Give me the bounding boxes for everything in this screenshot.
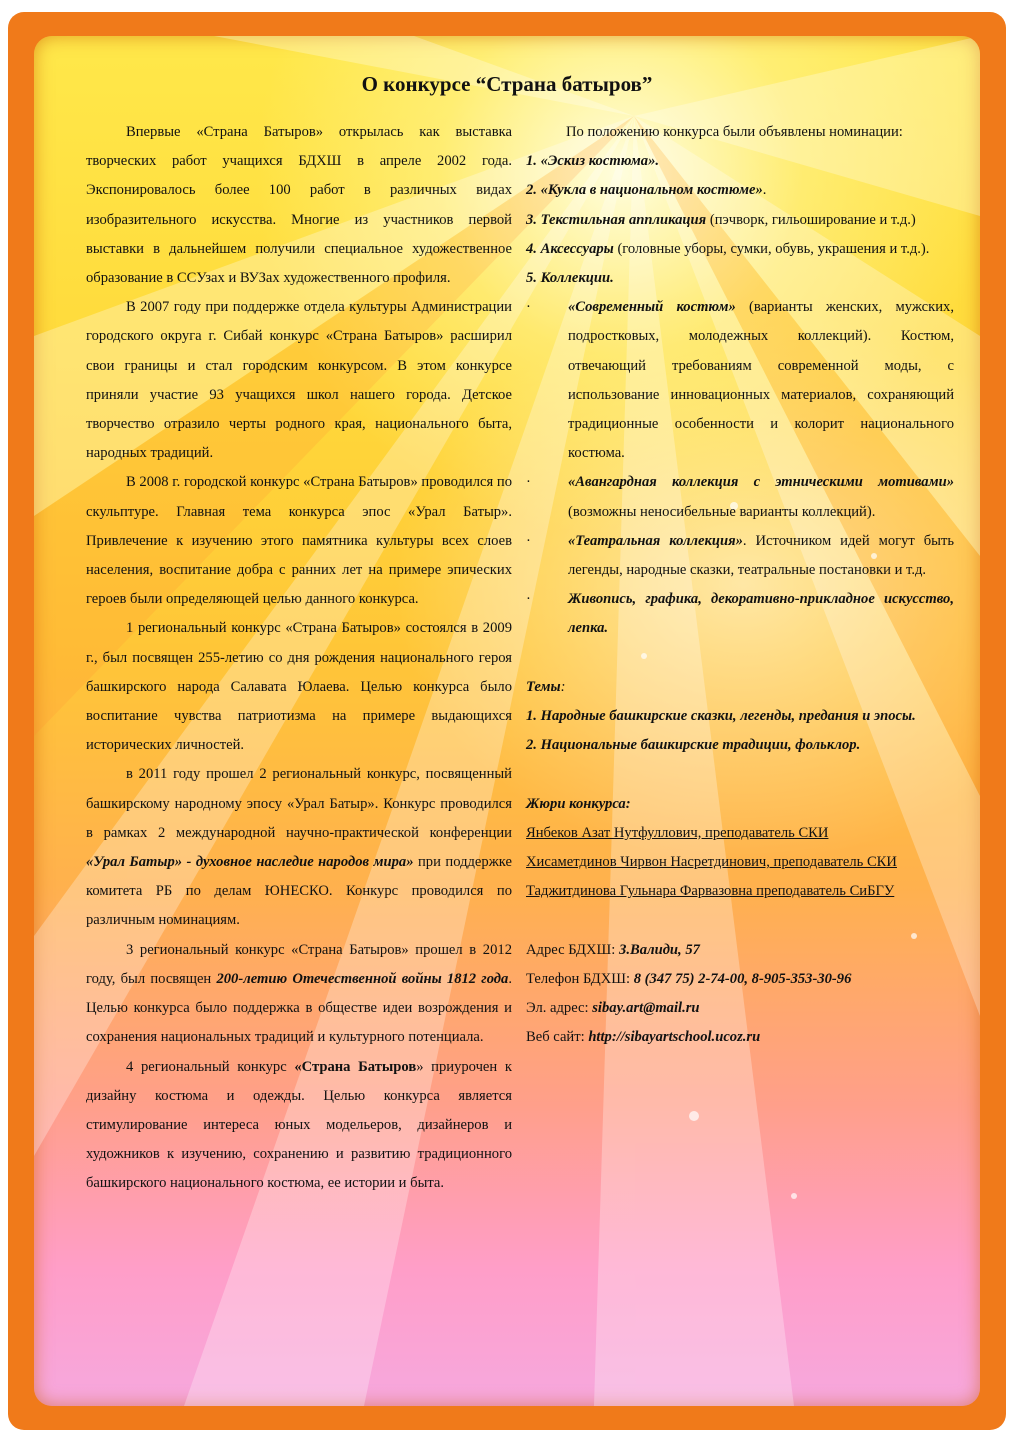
nominations-intro: По положению конкурса были объявлены номинации: (566, 124, 903, 140)
jury-member: Хисаметдинов Чирвон Насретдинович, преподаватель СКИ (526, 854, 897, 871)
school-email: Эл. адрес: sibay.art@mail.ru (526, 1000, 700, 1017)
paragraph-history-2008: В 2008 г. городской конкурс «Страна Батыров» проводился по скульптуре. Главная тема конкурса эпос «Урал Батыр». Привлечение к изучению этого памятника культуры всех слоев населения, воспитание добра с ранних лет на примере эпических героев были определяющей целью данного конкурса. (86, 474, 512, 608)
page-title: О конкурсе “Страна батыров” (361, 72, 653, 96)
jury-member: Таджитдинова Гульнара Фарвазовна преподаватель СиБГУ (526, 883, 895, 900)
email-link[interactable]: sibay.art@mail.ru (592, 1000, 700, 1017)
theme-1: 1. Народные башкирские сказки, легенды, предания и эпосы. (526, 708, 916, 725)
collection-theatre: · «Театральная коллекция». Источником идей могут быть легенды, народные сказки, театральные постановки и т.д. (526, 527, 954, 585)
nomination-4: 4. Аксессуары (головные уборы, сумки, обувь, украшения и т.д.). (526, 240, 930, 257)
paragraph-history-2002: Впервые «Страна Батыров» открылась как выставка творческих работ учащихся БДХШ в апреле 2002 года. Экспонировалось более 100 работ в различных видах изобразительного искусства. Многие из участников первой выставки в дальнейшем получили специальное художественное образование в ССУзах и ВУЗах художественного профиля. (86, 124, 512, 287)
nomination-5: 5. Коллекции. (526, 270, 614, 287)
jury-member: Янбеков Азат Нутфуллович, преподаватель СКИ (526, 824, 829, 841)
paragraph-history-2009: 1 региональный конкурс «Страна Батыров» состоялся в 2009 г., был посвящен 255-летию со дня рождения национального героя башкирского народа Салавата Юлаева. Целью конкурса было воспитание чувства патриотизма на примере выдающихся исторических личностей. (86, 620, 512, 754)
nomination-3: 3. Текстильная аппликация (пэчворк, гильоширование и т.д.) (526, 211, 916, 228)
right-column (526, 118, 954, 1052)
school-address: Адрес БДХШ: З.Валиди, 57 (526, 941, 700, 958)
paragraph-history-2007: В 2007 году при поддержке отдела культуры Администрации городского округа г. Сибай конкурс «Страна Батыров» расширил свои границы и стал городским конкурсом. В этом конкурсе приняли участие 93 учащихся школ нашего города. Детское творчество отразило черты родного края, национального быта, народных традиций. (86, 299, 512, 462)
bullet-icon: · (526, 474, 531, 491)
paragraph-history-4th: 4 региональный конкурс «Страна Батыров» приурочен к дизайну костюма и одежды. Целью конкурса является стимулирование интереса юных модельеров, дизайнеров и художников к изучению, сохранению и развитию традиционного башкирского национального костюма, ее истории и быта. (86, 1058, 512, 1192)
left-column (86, 118, 512, 1199)
bullet-icon: · (526, 591, 531, 608)
themes-label: Темы: (526, 678, 566, 695)
nomination-1: 1. «Эскиз костюма». (526, 153, 660, 170)
website-link[interactable]: http://sibayartschool.ucoz.ru (588, 1029, 761, 1046)
poster-page (34, 36, 980, 1406)
theme-2: 2. Национальные башкирские традиции, фольклор. (526, 737, 861, 754)
bullet-icon: · (526, 532, 531, 549)
collection-painting: · Живопись, графика, декоративно-прикладное искусство, лепка. (526, 585, 954, 643)
school-phone: Телефон БДХШ: 8 (347 75) 2-74-00, 8-905-353-30-96 (526, 970, 852, 987)
jury-label: Жюри конкурса: (526, 795, 631, 812)
collection-modern: · «Современный костюм» (варианты женских, мужских, подростковых, молодежных коллекций). Костюм, отвечающий требованиям современной моды, с использование инновационных материалов, сохраняющий традиционные особенности и колорит национального костюма. (526, 293, 954, 468)
collection-avantgarde: · «Авангардная коллекция с этническими мотивами» (возможны неносибельные варианты коллекций). (526, 468, 954, 526)
nomination-2: 2. «Кукла в национальном костюме». (526, 182, 767, 199)
school-website: Веб сайт: http://sibayartschool.ucoz.ru (526, 1029, 761, 1046)
paragraph-history-2011: в 2011 году прошел 2 региональный конкурс, посвященный башкирскому народному эпосу «Урал Батыр». Конкурс проводился в рамках 2 международной научно-практической конференции «Урал Батыр» - духовное наследие народов мира» при поддержке комитета РБ по делам ЮНЕСКО. Конкурс проводился по различным номинациям. (86, 766, 512, 929)
bullet-icon: · (526, 299, 531, 316)
paragraph-history-2012: 3 региональный конкурс «Страна Батыров» прошел в 2012 году, был посвящен 200-летию Отечественной войны 1812 года. Целью конкурса было поддержка в обществе идеи возрождения и сохранения национальных традиций и культурного потенциала. (86, 941, 512, 1046)
